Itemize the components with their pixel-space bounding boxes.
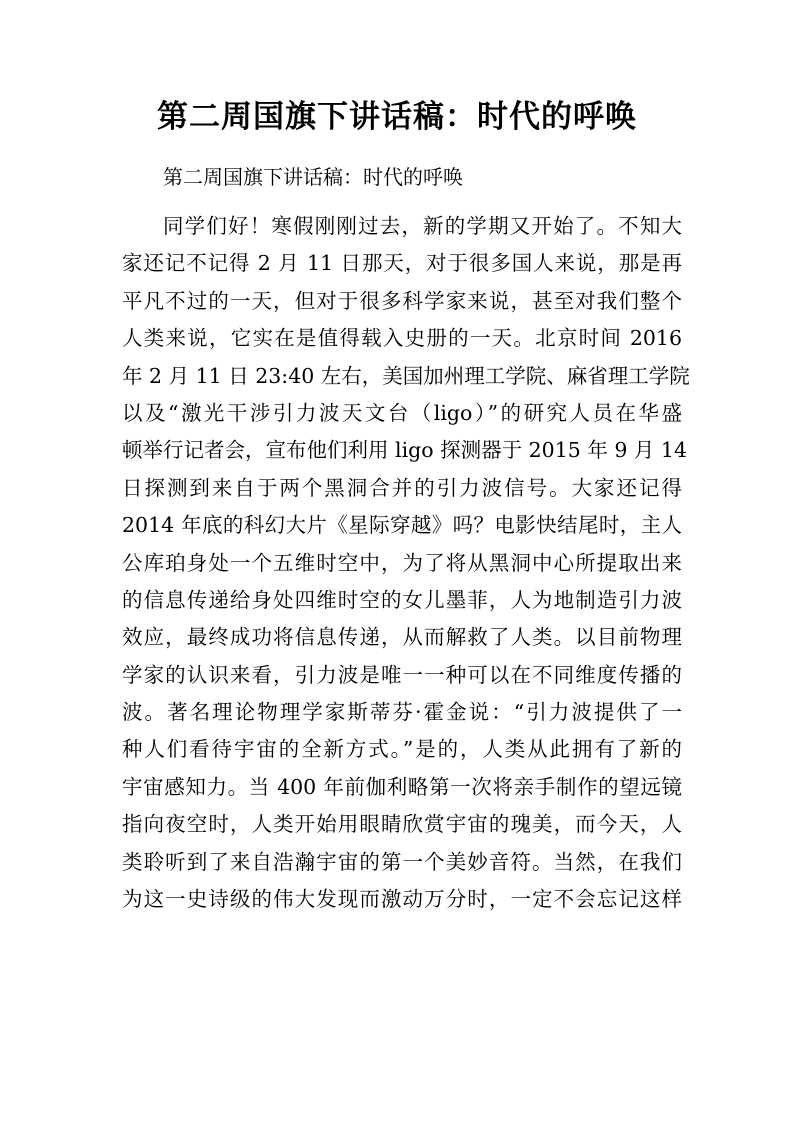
body-line: 学家的认识来看，引力波是唯一一种可以在不同维度传播的	[122, 662, 682, 687]
document-body	[122, 208, 690, 918]
body-line: 宇宙感知力。当 400 年前伽利略第一次将亲手制作的望远镜	[122, 774, 682, 799]
body-line: 人类来说，它实在是值得载入史册的一天。北京时间 2016	[122, 326, 682, 351]
body-line: 年 2 月 11 日 23:40 左右，美国加州理工学院、麻省理工学院	[122, 363, 690, 388]
body-line: 公库珀身处一个五维时空中，为了将从黑洞中心所提取出来	[122, 550, 682, 575]
body-line: 2014 年底的科幻大片《星际穿越》吗？电影快结尾时，主人	[122, 513, 682, 538]
body-line: 平凡不过的一天，但对于很多科学家来说，甚至对我们整个	[122, 288, 682, 313]
body-line: 顿举行记者会，宣布他们利用 ligo 探测器于 2015 年 9 月 14	[122, 438, 687, 463]
body-line: 类聆听到了来自浩瀚宇宙的第一个美妙音符。当然，在我们	[122, 849, 682, 874]
body-line: 为这一史诗级的伟大发现而激动万分时，一定不会忘记这样	[122, 887, 682, 912]
body-line: 的信息传递给身处四维时空的女儿墨菲，人为地制造引力波	[122, 587, 682, 612]
body-line: 以及“激光干涉引力波天文台（ligo）”的研究人员在华盛	[122, 400, 682, 425]
document-subtitle: 第二周国旗下讲话稿：时代的呼唤	[163, 165, 463, 189]
body-line: 种人们看待宇宙的全新方式。”是的，人类从此拥有了新的	[122, 737, 682, 762]
body-line: 波。著名理论物理学家斯蒂芬·霍金说：“引力波提供了一	[122, 700, 682, 725]
body-line: 同学们好！寒假刚刚过去，新的学期又开始了。不知大	[163, 214, 682, 238]
body-line: 效应，最终成功将信息传递，从而解救了人类。以目前物理	[122, 625, 682, 650]
body-line: 指向夜空时，人类开始用眼睛欣赏宇宙的瑰美，而今天，人	[122, 812, 682, 837]
body-line: 日探测到来自于两个黑洞合并的引力波信号。大家还记得	[122, 475, 682, 500]
body-line: 家还记不记得 2 月 11 日那天，对于很多国人来说，那是再	[122, 251, 682, 276]
document-title: 第二周国旗下讲话稿：时代的呼唤	[157, 99, 637, 135]
